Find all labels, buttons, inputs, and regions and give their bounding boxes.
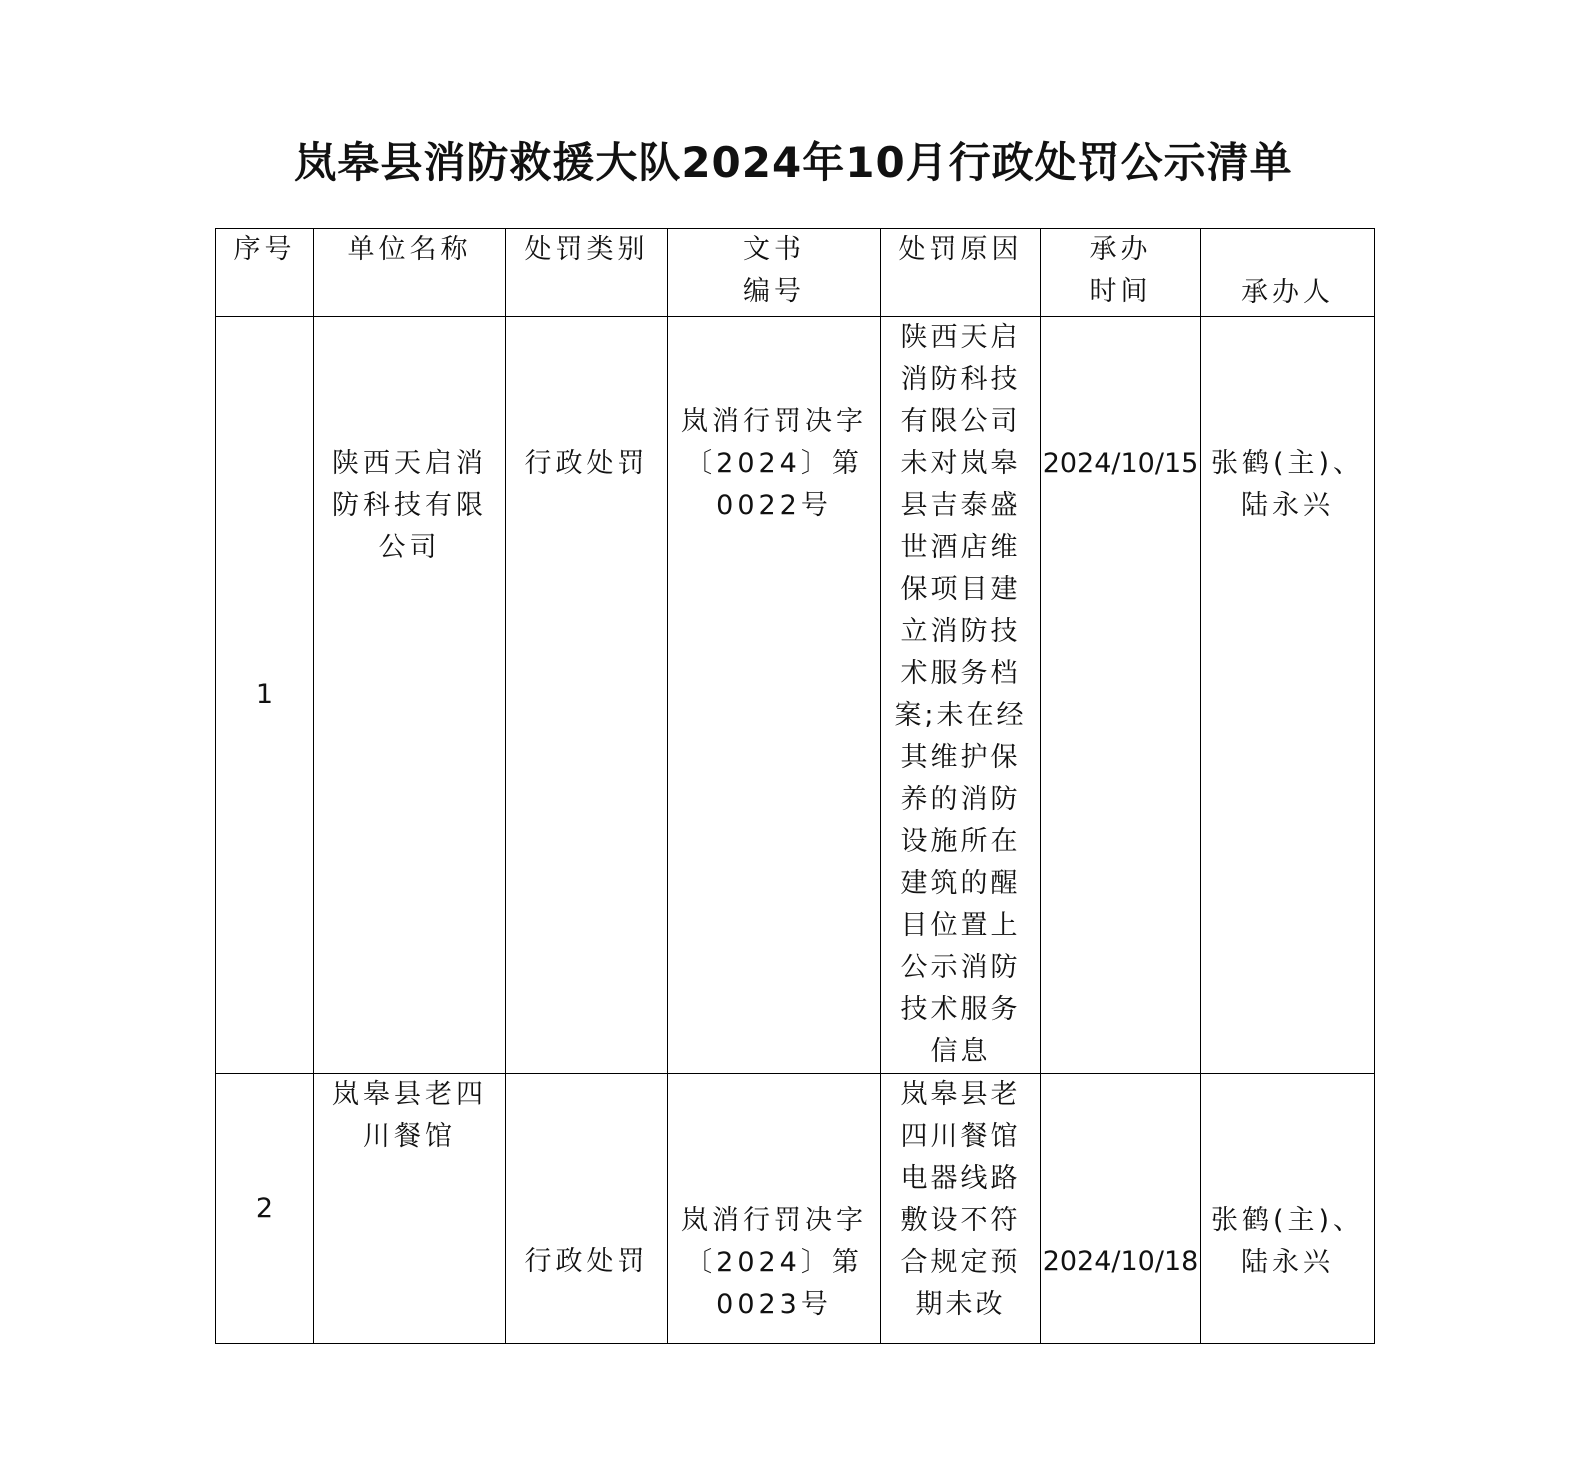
cell-date: 2024/10/15 [1041, 317, 1201, 1074]
cell-seq: 1 [216, 317, 314, 1074]
header-reason: 处罚原因 [881, 229, 1041, 317]
table-header-row [216, 229, 1375, 317]
header-doc-no: 文书 编号 [668, 229, 881, 317]
page-title: 岚皋县消防救援大队2024年10月行政处罚公示清单 [294, 138, 1293, 187]
table-row [216, 1074, 1375, 1344]
cell-category: 行政处罚 [506, 1074, 668, 1344]
cell-reason: 岚皋县老 四川餐馆 电器线路 敷设不符 合规定预 期未改 [881, 1074, 1041, 1344]
cell-handler: 张鹤(主)、 陆永兴 [1201, 317, 1375, 1074]
cell-doc-no: 岚消行罚决字 〔2024〕第 0023号 [668, 1074, 881, 1344]
cell-unit: 陕西天启消 防科技有限 公司 [314, 317, 506, 1074]
header-category: 处罚类别 [506, 229, 668, 317]
cell-unit: 岚皋县老四 川餐馆 [314, 1074, 506, 1344]
header-date: 承办 时间 [1041, 229, 1201, 317]
cell-seq: 2 [216, 1074, 314, 1344]
header-unit: 单位名称 [314, 229, 506, 317]
cell-handler: 张鹤(主)、 陆永兴 [1201, 1074, 1375, 1344]
cell-doc-no: 岚消行罚决字 〔2024〕第 0022号 [668, 317, 881, 1074]
header-seq: 序号 [216, 229, 314, 317]
penalty-table [215, 228, 1375, 1344]
cell-category: 行政处罚 [506, 317, 668, 1074]
cell-date: 2024/10/18 [1041, 1074, 1201, 1344]
table-row [216, 317, 1375, 1074]
cell-reason: 陕西天启 消防科技 有限公司 未对岚皋 县吉泰盛 世酒店维 保项目建 立消防技 术服务档 案;未在经 其维护保 养的消防 设施所在 建筑的醒 目位置上 公示消防 技术服务 信息 [881, 317, 1041, 1074]
header-handler: 承办人 [1201, 229, 1375, 317]
